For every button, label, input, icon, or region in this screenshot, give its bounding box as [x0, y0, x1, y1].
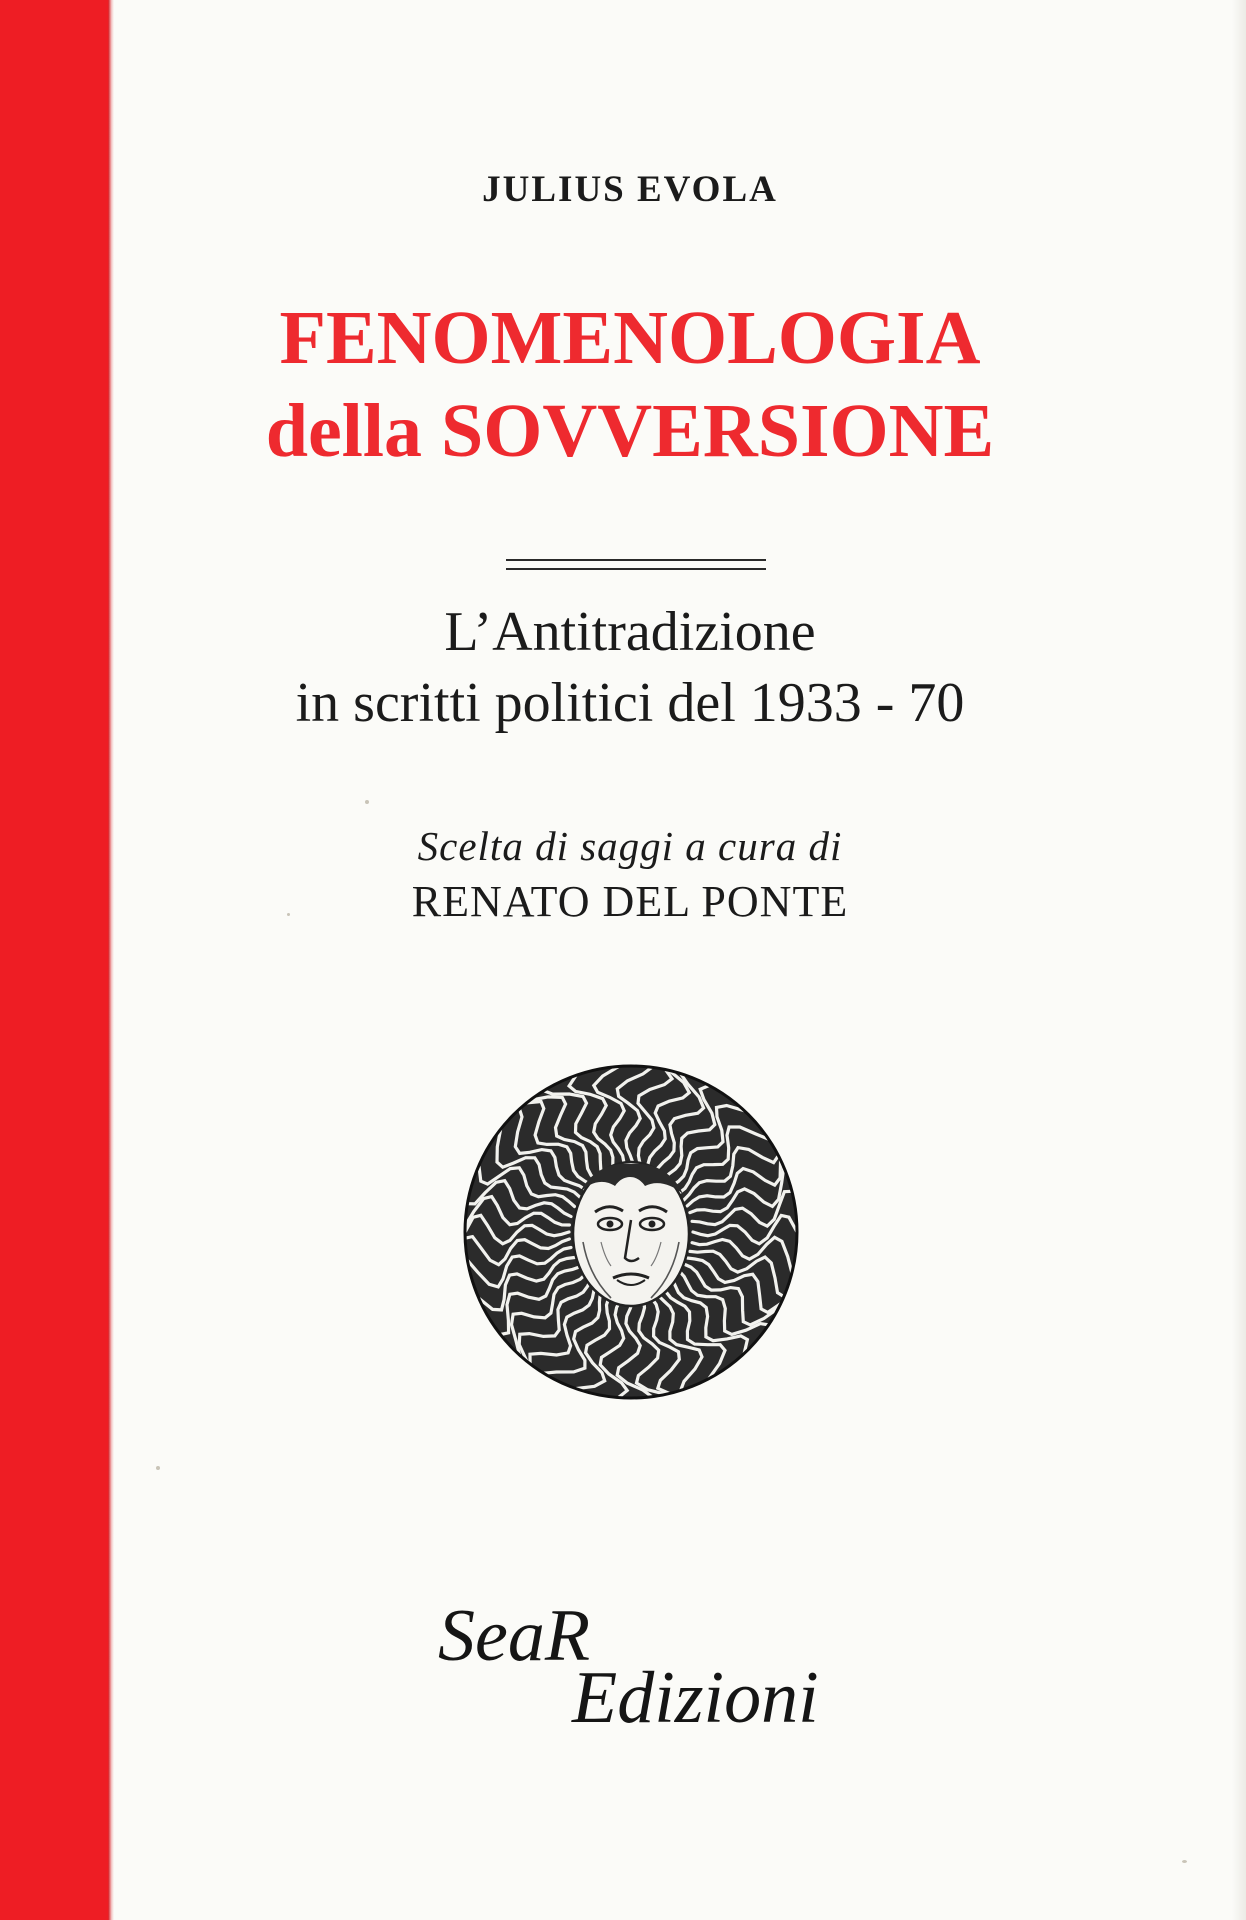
title-line-1: FENOMENOLOGIA — [279, 296, 981, 380]
publisher-logo-part-2: Edizioni — [572, 1657, 819, 1739]
subtitle-line-2: in scritti politici del 1933 - 70 — [295, 672, 965, 734]
author-name: JULIUS EVOLA — [482, 169, 778, 210]
paper-speck — [1182, 1860, 1187, 1863]
paper-speck — [156, 1466, 160, 1470]
divider-rule-top — [506, 559, 766, 561]
sun-face-emblem-icon — [461, 1062, 801, 1402]
publisher-logo-part-1: SeaR — [438, 1595, 591, 1677]
face-icon — [573, 1162, 689, 1306]
title-line-2: della SOVVERSIONE — [265, 389, 995, 473]
subtitle-line-1: L’Antitradizione — [444, 601, 816, 663]
editor-name: RENATO DEL PONTE — [411, 877, 849, 926]
editor-intro: Scelta di saggi a cura di — [417, 823, 843, 869]
publisher-logo — [430, 1590, 850, 1740]
red-spine-band — [0, 0, 112, 1920]
divider-rule-bottom — [506, 568, 766, 570]
paper-speck — [287, 913, 290, 916]
paper-speck — [365, 800, 369, 804]
page-edge — [1232, 0, 1246, 1920]
spine-edge — [108, 0, 114, 1920]
